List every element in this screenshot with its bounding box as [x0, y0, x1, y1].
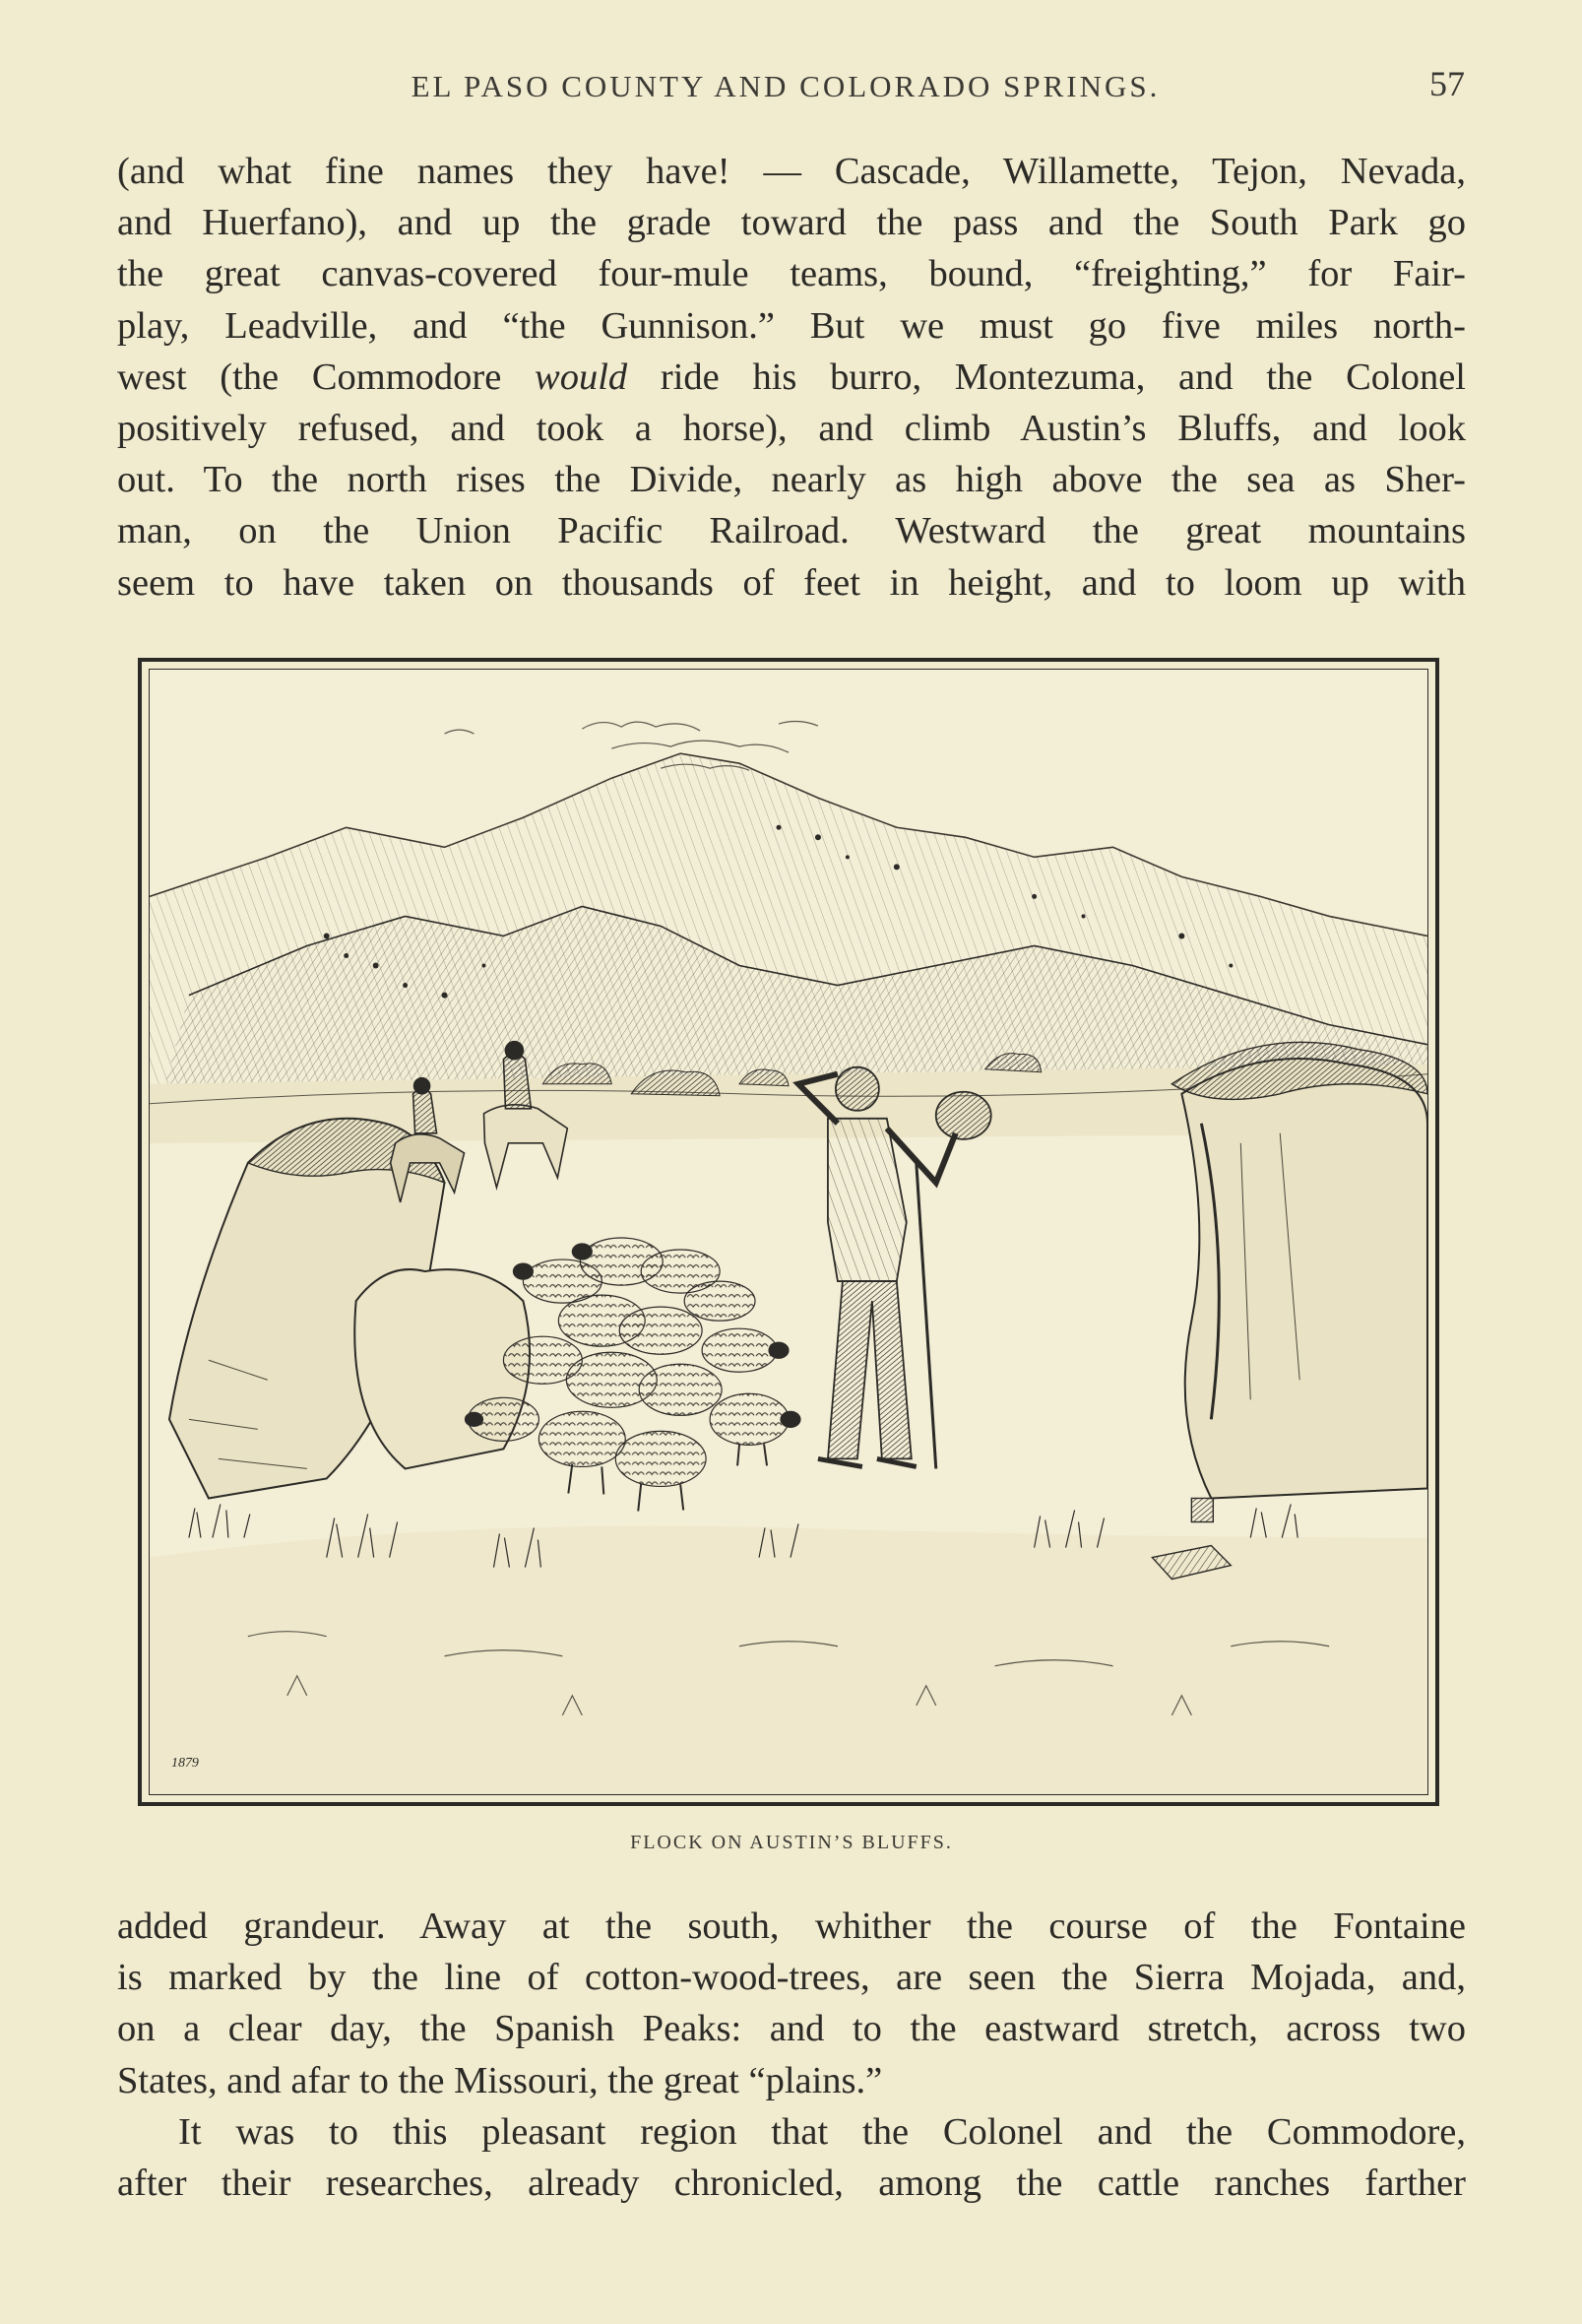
signature-text: 1879	[170, 1755, 199, 1771]
right-rock	[1171, 1042, 1427, 1498]
text-line: positively refused, and took a horse), and climb Austin’s Bluffs, and look	[117, 408, 1466, 450]
text-line: seem to have taken on thousands of feet in height, and to loom up with	[117, 561, 1466, 604]
flock-of-sheep	[466, 1238, 800, 1511]
left-rock	[169, 1119, 530, 1499]
text-line: added grandeur. Away at the south, whither the course of the Fontaine	[117, 1905, 1466, 1947]
illustration-frame	[138, 658, 1439, 1806]
text-line: It was to this pleasant region that the Colonel and the Commodore,	[178, 2110, 1466, 2153]
text-line: is marked by the line of cotton-wood-trees, are seen the Sierra Mojada, and,	[117, 1957, 1466, 1999]
figure-caption: FLOCK ON AUSTIN’S BLUFFS.	[630, 1832, 953, 1853]
text-line: the great canvas-covered four-mule teams, bound, “freighting,” for Fair-	[117, 253, 1466, 295]
text-line-mixed	[117, 352, 1466, 403]
engraving-drawing	[150, 670, 1427, 1794]
text-line: (and what fine names they have! — Cascade, Willamette, Tejon, Nevada,	[117, 151, 1466, 192]
text-line: man, on the Union Pacific Railroad. Westward the great mountains	[117, 510, 1466, 552]
text-fragment: ride his burro, Montezuma, and the Colonel	[627, 355, 1466, 398]
text-line: play, Leadville, and “the Gunnison.” But we must go five miles north-	[117, 304, 1466, 347]
italic-word: would	[535, 355, 628, 398]
text-line: after their researches, already chronicled, among the cattle ranches farther	[117, 2163, 1466, 2205]
page-number: 57	[1429, 64, 1465, 103]
text-line: on a clear day, the Spanish Peaks: and to the eastward stretch, across two	[117, 2008, 1466, 2050]
foreground-grass	[150, 1504, 1427, 1794]
artist-signature	[171, 1756, 199, 1771]
running-head: EL PASO COUNTY AND COLORADO SPRINGS.	[411, 69, 1161, 103]
text-line: States, and afar to the Missouri, the great “plains.”	[117, 2059, 883, 2101]
text-line: out. To the north rises the Divide, nearly as high above the sea as Sher-	[117, 459, 1466, 501]
text-line: and Huerfano), and up the grade toward the pass and the South Park go	[117, 202, 1466, 244]
bottom-paragraph	[117, 1901, 1466, 2209]
engraving-illustration	[149, 669, 1428, 1795]
top-paragraph	[117, 146, 1466, 609]
text-fragment: west (the Commodore	[117, 355, 536, 398]
clouds	[445, 722, 818, 771]
